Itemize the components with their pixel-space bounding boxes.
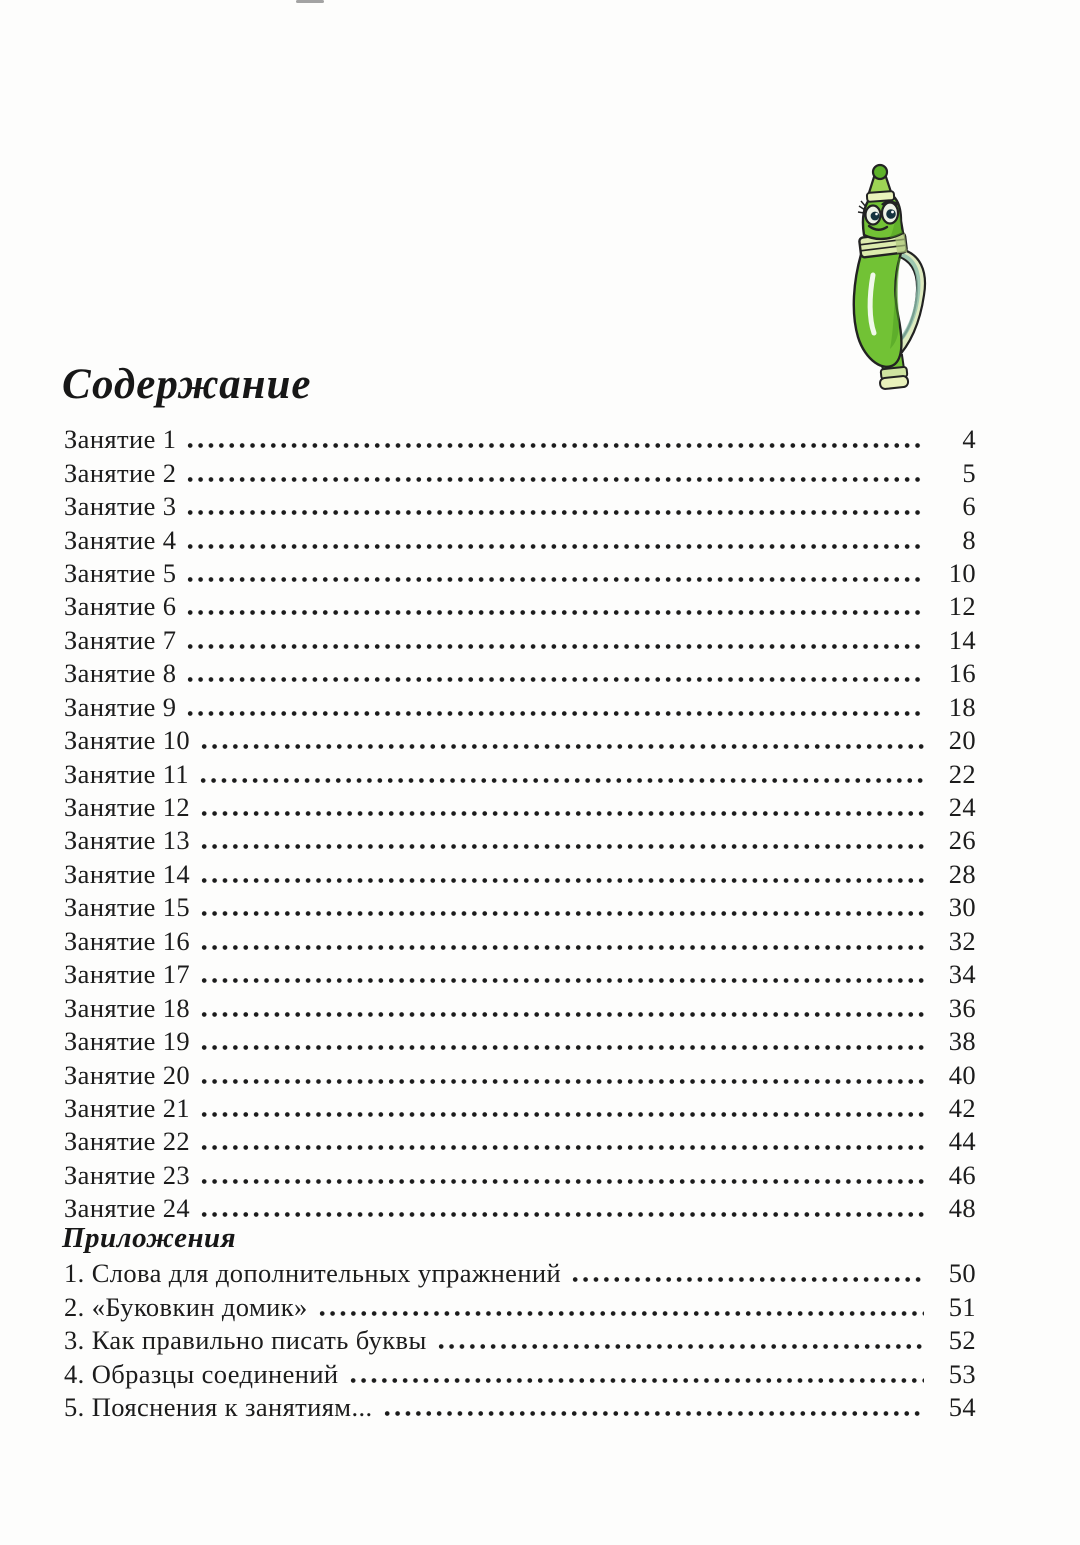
toc-entry-page: 34 [948,959,976,990]
scan-artifact [296,0,324,3]
dot-leader [199,810,924,817]
appendix-list [64,1257,976,1424]
toc-entry-page: 12 [948,591,976,622]
appendix-row [64,1257,976,1290]
dot-leader [199,1011,924,1018]
toc-row [64,1192,976,1225]
toc-entry-label: Занятие 5 [64,557,177,588]
dot-leader [199,1111,924,1118]
toc-row [64,724,976,757]
toc-entry-page: 36 [948,992,976,1023]
toc-row [64,1092,976,1125]
toc-row [64,456,976,489]
dot-leader [570,1276,924,1283]
toc-entry-page: 10 [948,557,976,588]
appendix-item-label: 2. «Буковкин домик» [64,1291,308,1322]
toc-entry-label: Занятие 3 [64,491,177,522]
appendix-item-page: 52 [948,1325,976,1356]
toc-entry-label: Занятие 13 [64,825,191,856]
toc-entry-label: Занятие 16 [64,925,191,956]
toc-entry-page: 16 [948,658,976,689]
toc-row [64,891,976,924]
toc-entry-page: 14 [948,624,976,655]
toc-entry-page: 24 [948,792,976,823]
dot-leader [185,676,924,683]
toc-entry-label: Занятие 19 [64,1026,191,1057]
toc-entry-page: 5 [962,457,976,488]
toc-entry-label: Занятие 20 [64,1059,191,1090]
dot-leader [185,576,924,583]
dot-leader [199,1178,924,1185]
dot-leader [185,609,924,616]
toc-entry-page: 30 [948,892,976,923]
dot-leader [185,643,924,650]
toc-entry-label: Занятие 1 [64,424,177,455]
appendix-row [64,1290,976,1323]
toc-entry-page: 4 [962,424,976,455]
toc-entry-label: Занятие 10 [64,725,191,756]
appendix-item-page: 50 [948,1258,976,1289]
toc-row [64,1159,976,1192]
toc-entry-label: Занятие 12 [64,792,191,823]
toc-row [64,691,976,724]
appendix-row [64,1391,976,1424]
toc-entry-page: 8 [962,524,976,555]
toc-row [64,590,976,623]
toc-row [64,657,976,690]
toc-entry-page: 28 [948,858,976,889]
toc-entry-label: Занятие 17 [64,959,191,990]
appendix-item-page: 51 [948,1291,976,1322]
pen-character-icon [840,163,932,399]
toc-entry-label: Занятие 23 [64,1159,191,1190]
toc-entry-page: 6 [962,491,976,522]
appendix-item-label: 4. Образцы соединений [64,1358,339,1389]
appendix-row [64,1324,976,1357]
toc-row [64,858,976,891]
toc-row [64,490,976,523]
toc-entry-label: Занятие 18 [64,992,191,1023]
appendix-item-label: 5. Пояснения к занятиям... [64,1391,373,1422]
toc-row [64,1025,976,1058]
dot-leader [199,843,924,850]
appendix-title: Приложения [62,1222,237,1254]
toc-entry-page: 26 [948,825,976,856]
toc-entry-page: 22 [948,758,976,789]
toc-row [64,1125,976,1158]
dot-leader [436,1343,924,1350]
dot-leader [199,910,924,917]
toc-row [64,958,976,991]
toc-row [64,791,976,824]
toc-entry-label: Занятие 22 [64,1126,191,1157]
dot-leader [199,877,924,884]
toc-entry-label: Занятие 11 [64,758,190,789]
toc-row [64,523,976,556]
toc-entry-page: 18 [948,691,976,722]
dot-leader [317,1310,924,1317]
toc-row [64,824,976,857]
toc-entry-page: 46 [948,1159,976,1190]
dot-leader [199,1078,924,1085]
toc-entry-label: Занятие 2 [64,457,177,488]
dot-leader [185,476,924,483]
dot-leader [348,1377,924,1384]
toc-entry-page: 20 [948,725,976,756]
toc-entry-label: Занятие 8 [64,658,177,689]
toc-entry-label: Занятие 7 [64,624,177,655]
toc-entry-label: Занятие 24 [64,1193,191,1224]
toc-row [64,557,976,590]
dot-leader [185,543,924,550]
dot-leader [199,1044,924,1051]
page-title: Содержание [62,361,312,408]
dot-leader [382,1410,924,1417]
toc-entry-page: 42 [948,1092,976,1123]
dot-leader [199,944,924,951]
toc-entry-label: Занятие 14 [64,858,191,889]
toc-row [64,991,976,1024]
toc-entry-page: 48 [948,1193,976,1224]
toc-entry-label: Занятие 4 [64,524,177,555]
toc-row [64,1058,976,1091]
toc-entry-page: 38 [948,1026,976,1057]
dot-leader [185,442,924,449]
toc-list [64,423,976,1226]
toc-entry-page: 44 [948,1126,976,1157]
toc-row [64,423,976,456]
appendix-item-label: 1. Слова для дополнительных упражнений [64,1258,562,1289]
dot-leader [199,1211,924,1218]
appendix-item-page: 53 [948,1358,976,1389]
toc-entry-label: Занятие 6 [64,591,177,622]
toc-entry-label: Занятие 9 [64,691,177,722]
toc-row [64,624,976,657]
dot-leader [185,710,924,717]
toc-entry-label: Занятие 21 [64,1092,191,1123]
dot-leader [199,977,924,984]
toc-entry-label: Занятие 15 [64,892,191,923]
toc-row [64,757,976,790]
pen-character-illustration [840,163,932,399]
toc-entry-page: 32 [948,925,976,956]
toc-row [64,925,976,958]
dot-leader [198,777,924,784]
appendix-row [64,1357,976,1390]
appendix-item-label: 3. Как правильно писать буквы [64,1325,427,1356]
appendix-item-page: 54 [948,1391,976,1422]
dot-leader [199,1144,924,1151]
dot-leader [185,509,924,516]
dot-leader [199,743,924,750]
toc-entry-page: 40 [948,1059,976,1090]
